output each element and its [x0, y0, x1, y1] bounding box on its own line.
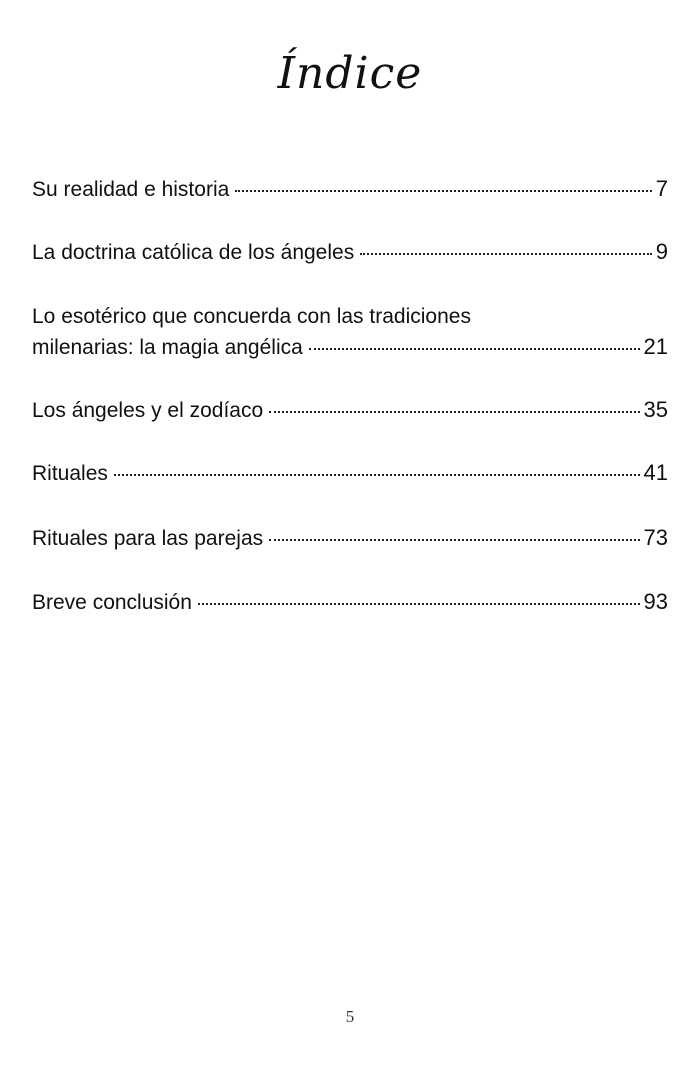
dot-leader: [360, 253, 652, 255]
toc-entry-page: 7: [655, 176, 668, 201]
toc-entry-title-line1: Lo esotérico que concuerda con las tradiciones: [32, 305, 471, 328]
toc-entry-su-realidad: [32, 174, 668, 205]
dot-leader: [235, 190, 651, 192]
toc-entry-page: 21: [643, 334, 668, 359]
toc-entry-rituales: [32, 458, 668, 489]
toc-entry-doctrina-catolica: [32, 237, 668, 268]
dot-leader: [269, 539, 639, 541]
toc-entry-title-line2: milenarias: la magia angélica: [32, 336, 303, 359]
dot-leader: [309, 348, 640, 350]
dot-leader: [114, 474, 640, 476]
toc-entry-rituales-parejas: [32, 523, 668, 554]
page-title: Índice: [277, 48, 423, 99]
toc-entry-title: Los ángeles y el zodíaco: [32, 399, 264, 422]
toc-entry-zodiaco: [32, 395, 668, 426]
table-of-contents: [32, 0, 668, 1000]
toc-entry-title: Rituales para las parejas: [32, 527, 264, 550]
toc-entry-page: 9: [655, 239, 668, 264]
toc-entry-title: La doctrina católica de los ángeles: [32, 241, 355, 264]
dot-leader: [269, 411, 639, 413]
toc-entry-page: 73: [643, 525, 668, 550]
toc-entry-title: Rituales: [32, 462, 108, 485]
page-number: 5: [345, 1007, 355, 1026]
toc-entry-title: Su realidad e historia: [32, 178, 230, 201]
dot-leader: [198, 603, 640, 605]
toc-entry-page: 41: [643, 460, 668, 485]
toc-entry-page: 93: [643, 589, 668, 614]
toc-entry-title: Breve conclusión: [32, 591, 192, 614]
toc-entry-breve-conclusion: [32, 587, 668, 618]
toc-entry-page: 35: [643, 397, 668, 422]
toc-entry-esoterico: [32, 302, 668, 363]
